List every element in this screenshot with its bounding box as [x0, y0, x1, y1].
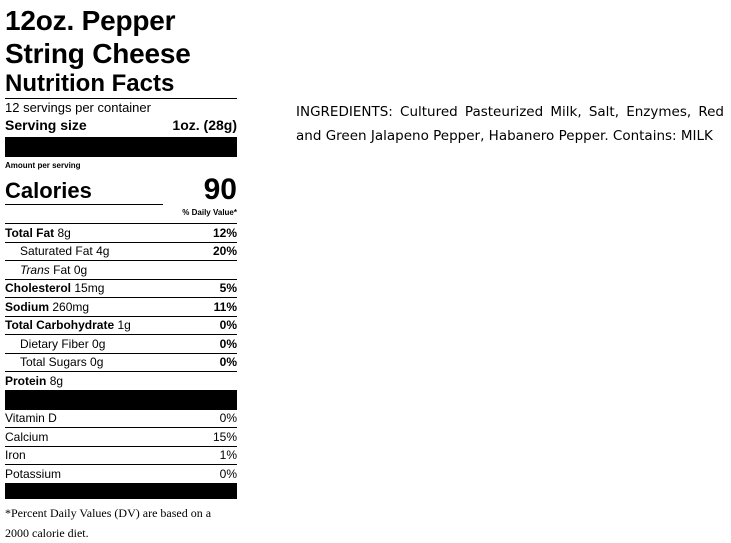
- nutrition-label: [5, 4, 237, 543]
- vitamin-name: Vitamin D: [5, 411, 57, 425]
- vitamin-name: Iron: [5, 448, 26, 462]
- calories-row: [5, 171, 237, 205]
- nutrient-dv: 20%: [212, 244, 237, 258]
- nutrient-amount: 0g: [90, 355, 104, 369]
- nutrient-dv: 5%: [219, 281, 237, 295]
- nutrient-name: Cholesterol: [5, 281, 72, 295]
- serving-size-row: [5, 116, 237, 134]
- nutrient-name: Protein: [5, 373, 47, 388]
- nutrition-facts-heading: Nutrition Facts: [5, 70, 175, 97]
- product-title-line-2: String Cheese: [5, 38, 191, 69]
- nutrient-amount: 0g: [73, 262, 88, 277]
- nutrient-row-saturated-fat: [5, 243, 237, 262]
- nutrient-amount: 15mg: [74, 281, 105, 295]
- nutrient-amount: 260mg: [52, 299, 90, 314]
- nutrient-row-cholesterol: [5, 280, 237, 299]
- thick-divider: [5, 390, 237, 410]
- nutrient-name: Total Fat: [5, 225, 55, 240]
- nutrient-dv: 0%: [219, 355, 237, 369]
- thick-divider: [5, 137, 237, 157]
- nutrient-dv: 0%: [219, 318, 237, 332]
- nutrient-row-total-carbohydrate: [5, 317, 237, 336]
- nutrient-name: Saturated Fat: [20, 244, 93, 258]
- nutrient-name: Dietary Fiber: [20, 336, 89, 351]
- calories-value: 90: [203, 173, 237, 206]
- nutrient-amount: 1g: [117, 318, 131, 332]
- nutrient-amount: 8g: [49, 373, 64, 388]
- thick-divider: [5, 483, 237, 499]
- vitamin-row-iron: [5, 447, 237, 466]
- nutrient-amount: 8g: [57, 225, 71, 240]
- nutrient-row-total-fat: [5, 224, 237, 243]
- product-title-line-1: 12oz. Pepper: [5, 5, 176, 36]
- serving-size-value: 1oz. (28g): [172, 117, 237, 133]
- nutrient-name-suffix: Fat: [49, 262, 71, 277]
- vitamin-list: [5, 410, 237, 483]
- vitamin-dv: 1%: [219, 448, 237, 462]
- calories-label: Calories: [5, 178, 163, 205]
- vitamin-dv: 15%: [212, 429, 237, 444]
- nutrient-row-sodium: [5, 298, 237, 317]
- nutrient-row-dietary-fiber: [5, 335, 237, 354]
- nutrient-dv: 12%: [212, 225, 237, 240]
- daily-value-header: % Daily Value*: [182, 208, 237, 217]
- daily-value-footnote: *Percent Daily Values (DV) are based on a 2000 calorie diet.: [5, 505, 212, 540]
- vitamin-name: Potassium: [5, 466, 62, 481]
- nutrient-name: Trans: [20, 262, 50, 277]
- ingredients-text: INGREDIENTS: Cultured Pasteurized Milk, Salt, Enzymes, Red and Green Jalapeno Pepper, Habanero Pepper. Contains: MILK: [296, 104, 724, 144]
- vitamin-dv: 0%: [219, 411, 237, 425]
- nutrient-list: [5, 224, 237, 390]
- vitamin-dv: 0%: [219, 466, 237, 481]
- vitamin-row-vitamin-d: [5, 410, 237, 429]
- serving-size-label: Serving size: [5, 117, 87, 133]
- nutrient-row-protein: [5, 372, 237, 390]
- nutrient-name: Sodium: [5, 299, 49, 314]
- vitamin-row-calcium: [5, 428, 237, 447]
- vitamin-name: Calcium: [5, 429, 49, 444]
- nutrient-amount: 0g: [92, 336, 106, 351]
- nutrient-name: Total Carbohydrate: [5, 318, 115, 332]
- vitamin-row-potassium: [5, 465, 237, 483]
- nutrient-dv: 11%: [213, 299, 237, 314]
- nutrient-name: Total Sugars: [20, 355, 87, 369]
- nutrient-row-total-sugars: [5, 354, 237, 373]
- nutrient-amount: 4g: [96, 244, 110, 258]
- amount-per-serving: Amount per serving: [5, 161, 81, 170]
- servings-per-container: 12 servings per container: [5, 100, 151, 115]
- nutrient-dv: 0%: [219, 336, 237, 351]
- nutrient-row-trans-fat: [5, 261, 237, 280]
